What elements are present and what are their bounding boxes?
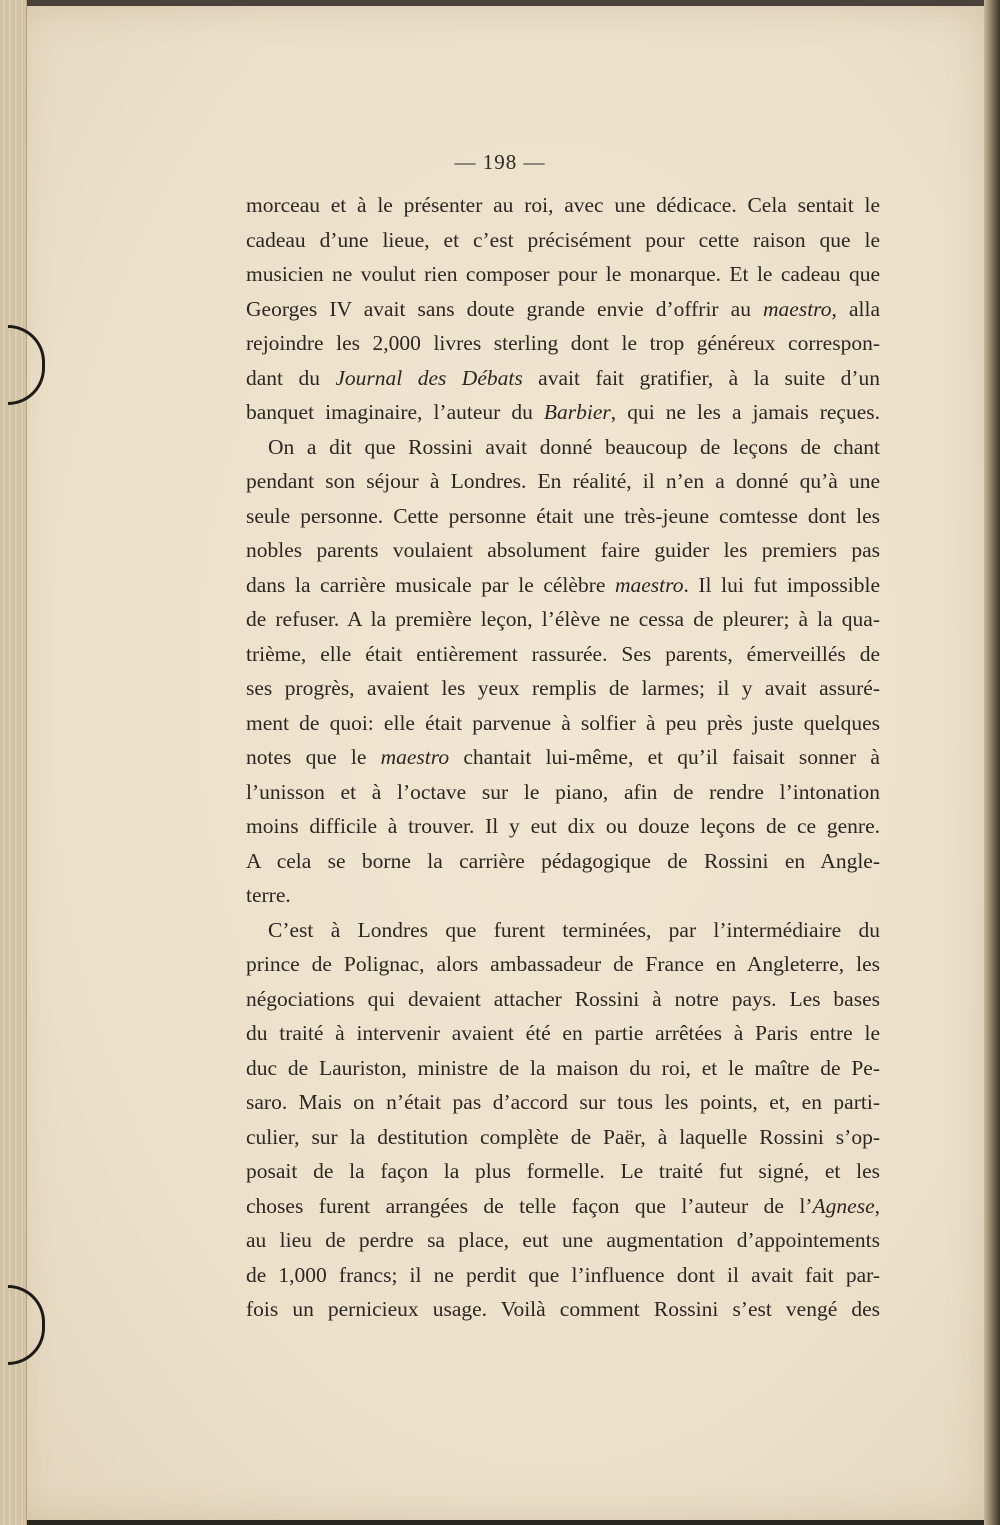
text-line: On a dit que Rossini avait donné beaucoup de leçons de chant xyxy=(268,434,880,459)
text-line: prince de Polignac, alors ambassadeur de France en Angleterre, les xyxy=(246,952,880,976)
page-top-edge xyxy=(0,0,1000,6)
text-line: seule personne. Cette personne était une très-jeune comtesse dont les xyxy=(246,503,880,528)
text-line: terre. xyxy=(246,883,291,907)
text-line: musicien ne voulut rien composer pour le monarque. Et le cadeau que xyxy=(246,262,880,286)
text-line: ses progrès, avaient les yeux remplis de larmes; il y avait assuré- xyxy=(246,676,880,700)
text-line: banquet imaginaire, l’auteur du Barbier, qui ne les a jamais reçues. xyxy=(246,400,880,424)
text-line: rejoindre les 2,000 livres sterling dont le trop généreux correspon- xyxy=(246,331,880,355)
text-line: ment de quoi: elle était parvenue à solfier à peu près juste quelques xyxy=(246,710,880,735)
text-line: C’est à Londres que furent terminées, par l’intermédiaire du xyxy=(268,917,880,942)
page-number: — 198 — xyxy=(454,150,546,174)
text-line: saro. Mais on n’était pas d’accord sur tous les points, et, en parti- xyxy=(246,1090,880,1114)
text-line: cadeau d’une lieue, et c’est précisément pour cette raison que le xyxy=(246,227,880,252)
text-line: dant du Journal des Débats avait fait gratifier, à la suite d’un xyxy=(246,365,880,390)
text-line: pendant son séjour à Londres. En réalité, il n’en a donné qu’à une xyxy=(246,469,880,493)
text-line: de refuser. A la première leçon, l’élève ne cessa de pleurer; à la qua- xyxy=(246,607,880,631)
text-line: A cela se borne la carrière pédagogique de Rossini en Angle- xyxy=(246,848,880,873)
text-line: du traité à intervenir avaient été en partie arrêtées à Paris entre le xyxy=(246,1021,880,1045)
text-line: notes que le maestro chantait lui-même, et qu’il faisait sonner à xyxy=(246,745,880,769)
text-line: dans la carrière musicale par le célèbre maestro. Il lui fut impossible xyxy=(246,572,880,597)
page-right-edge xyxy=(984,0,1000,1525)
text-line: moins difficile à trouver. Il y eut dix ou douze leçons de ce genre. xyxy=(246,814,880,838)
text-line: posait de la façon la plus formelle. Le traité fut signé, et les xyxy=(246,1159,880,1183)
text-line: l’unisson et à l’octave sur le piano, afin de rendre l’intonation xyxy=(246,779,880,804)
text-line: nobles parents voulaient absolument faire guider les premiers pas xyxy=(246,538,880,562)
text-line: duc de Lauriston, ministre de la maison du roi, et le maître de Pe- xyxy=(246,1055,880,1080)
text-line: au lieu de perdre sa place, eut une augmentation d’appointements xyxy=(246,1228,880,1252)
body-text xyxy=(246,188,880,1327)
text-line: trième, elle était entièrement rassurée. Ses parents, émerveillés de xyxy=(246,641,880,666)
text-line: fois un pernicieux usage. Voilà comment Rossini s’est vengé des xyxy=(246,1297,880,1321)
text-line: Georges IV avait sans doute grande envie d’offrir au maestro, alla xyxy=(246,296,880,321)
text-line: de 1,000 francs; il ne perdit que l’influence dont il avait fait par- xyxy=(246,1262,880,1287)
text-line: choses furent arrangées de telle façon que l’auteur de l’Agnese, xyxy=(246,1193,880,1218)
text-line: négociations qui devaient attacher Rossini à notre pays. Les bases xyxy=(246,986,880,1011)
text-line: morceau et à le présenter au roi, avec une dédicace. Cela sentait le xyxy=(246,193,880,217)
text-line: culier, sur la destitution complète de Paër, à laquelle Rossini s’op- xyxy=(246,1124,880,1149)
